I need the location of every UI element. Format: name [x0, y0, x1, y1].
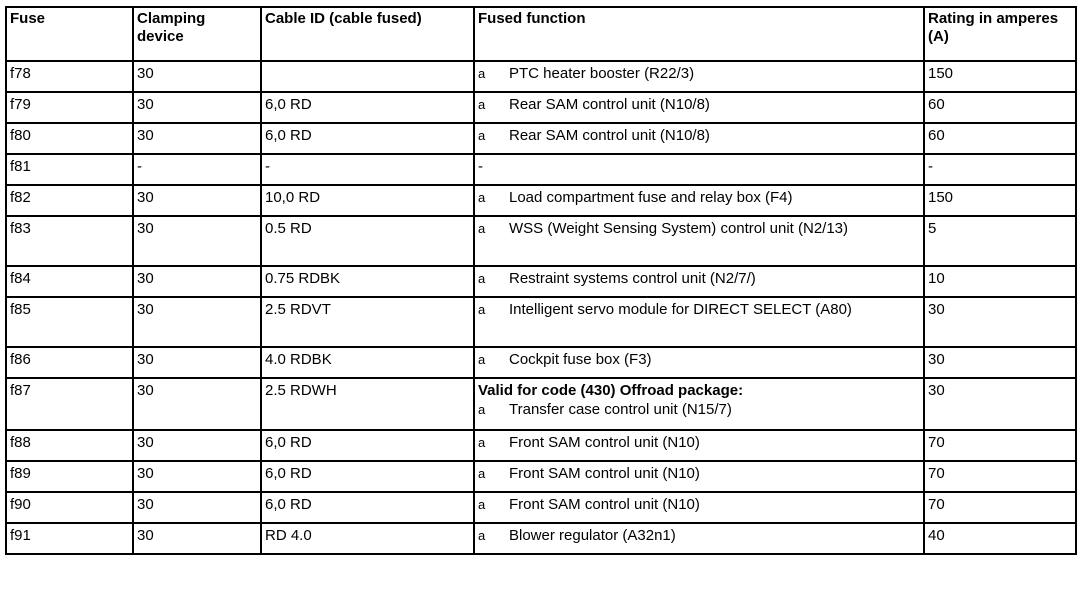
- cell-cable-id: 6,0 RD: [261, 461, 474, 492]
- table-row: [6, 347, 1076, 378]
- function-line: [478, 400, 919, 419]
- cell-clamping-device: 30: [133, 492, 261, 523]
- cell-cable-id: RD 4.0: [261, 523, 474, 554]
- bullet-marker: a: [478, 497, 486, 512]
- function-text: Front SAM control unit (N10): [509, 434, 700, 451]
- function-text: Rear SAM control unit (N10/8): [509, 96, 710, 113]
- cell-rating: 10: [924, 266, 1076, 297]
- bullet-marker: a: [478, 97, 486, 112]
- cell-clamping-device: 30: [133, 297, 261, 347]
- table-row: [6, 378, 1076, 430]
- bullet-marker: a: [478, 528, 486, 543]
- cell-cable-id: 6,0 RD: [261, 430, 474, 461]
- function-text: Blower regulator (A32n1): [509, 527, 676, 544]
- bullet-marker: a: [478, 66, 486, 81]
- cell-rating: 60: [924, 123, 1076, 154]
- function-line: [478, 433, 919, 452]
- cell-clamping-device: 30: [133, 61, 261, 92]
- cell-fused-function: [474, 92, 924, 123]
- cell-fused-function: [474, 347, 924, 378]
- cell-fused-function: [474, 378, 924, 430]
- function-line: [478, 157, 919, 176]
- bullet-marker: a: [478, 352, 486, 367]
- table-row: [6, 266, 1076, 297]
- cell-rating: 70: [924, 461, 1076, 492]
- cell-fuse: f78: [6, 61, 133, 92]
- table-row: [6, 61, 1076, 92]
- cell-rating: -: [924, 154, 1076, 185]
- cell-cable-id: 6,0 RD: [261, 92, 474, 123]
- fuse-table: [5, 6, 1077, 555]
- cell-cable-id: 10,0 RD: [261, 185, 474, 216]
- function-text: Front SAM control unit (N10): [509, 465, 700, 482]
- function-text: Load compartment fuse and relay box (F4): [509, 189, 793, 206]
- function-line: [478, 95, 919, 114]
- function-line: [478, 269, 919, 288]
- function-text: WSS (Weight Sensing System) control unit (N2/13): [509, 220, 849, 237]
- function-text: PTC heater booster (R22/3): [509, 65, 695, 82]
- function-line: [478, 495, 919, 514]
- header-fuse: Fuse: [6, 7, 133, 61]
- cell-fuse: f82: [6, 185, 133, 216]
- bullet-marker: a: [478, 128, 486, 143]
- bullet-marker: a: [478, 190, 486, 205]
- cell-fuse: f79: [6, 92, 133, 123]
- function-line: [478, 350, 919, 369]
- cell-fused-function: [474, 61, 924, 92]
- header-clamping-device: Clamping device: [133, 7, 261, 61]
- table-body: [6, 61, 1076, 554]
- function-text: Restraint systems control unit (N2/7/): [509, 270, 756, 287]
- table-row: [6, 492, 1076, 523]
- function-line: [478, 526, 919, 545]
- cell-fuse: f86: [6, 347, 133, 378]
- table-row: [6, 185, 1076, 216]
- header-rating: Rating in amperes (A): [924, 7, 1076, 61]
- bullet-marker: a: [478, 402, 486, 417]
- table-row: [6, 461, 1076, 492]
- cell-fused-function: [474, 266, 924, 297]
- function-text: Cockpit fuse box (F3): [509, 351, 652, 368]
- bullet-marker: a: [478, 271, 486, 286]
- cell-rating: 70: [924, 492, 1076, 523]
- cell-fused-function: [474, 123, 924, 154]
- table-row: [6, 92, 1076, 123]
- cell-clamping-device: 30: [133, 523, 261, 554]
- validity-note: Valid for code (430) Offroad package:: [478, 382, 744, 399]
- cell-cable-id: -: [261, 154, 474, 185]
- cell-fuse: f88: [6, 430, 133, 461]
- cell-fused-function: [474, 185, 924, 216]
- cell-fused-function: [474, 154, 924, 185]
- cell-fuse: f91: [6, 523, 133, 554]
- cell-clamping-device: 30: [133, 92, 261, 123]
- function-text: Intelligent servo module for DIRECT SELECT (A80): [509, 301, 852, 318]
- function-text: Transfer case control unit (N15/7): [509, 401, 732, 418]
- cell-clamping-device: 30: [133, 347, 261, 378]
- cell-clamping-device: 30: [133, 185, 261, 216]
- cell-cable-id: 2.5 RDWH: [261, 378, 474, 430]
- cell-fuse: f84: [6, 266, 133, 297]
- table-row: [6, 216, 1076, 266]
- function-text: Rear SAM control unit (N10/8): [509, 127, 710, 144]
- cell-rating: 150: [924, 61, 1076, 92]
- table-row: [6, 154, 1076, 185]
- cell-fused-function: [474, 461, 924, 492]
- bullet-marker: a: [478, 466, 486, 481]
- cell-fuse: f81: [6, 154, 133, 185]
- cell-cable-id: 4.0 RDBK: [261, 347, 474, 378]
- cell-fuse: f90: [6, 492, 133, 523]
- cell-clamping-device: 30: [133, 123, 261, 154]
- cell-clamping-device: 30: [133, 378, 261, 430]
- table-row: [6, 430, 1076, 461]
- cell-cable-id: 0.5 RD: [261, 216, 474, 266]
- cell-rating: 40: [924, 523, 1076, 554]
- table-row: [6, 523, 1076, 554]
- cell-clamping-device: 30: [133, 461, 261, 492]
- cell-clamping-device: 30: [133, 266, 261, 297]
- function-line: [478, 188, 919, 207]
- function-line: [478, 464, 919, 483]
- cell-fuse: f89: [6, 461, 133, 492]
- table-row: [6, 123, 1076, 154]
- cell-fuse: f85: [6, 297, 133, 347]
- cell-rating: 30: [924, 378, 1076, 430]
- table-row: [6, 297, 1076, 347]
- cell-fuse: f80: [6, 123, 133, 154]
- cell-fuse: f83: [6, 216, 133, 266]
- header-fused-function: Fused function: [474, 7, 924, 61]
- cell-rating: 60: [924, 92, 1076, 123]
- bullet-marker: a: [478, 302, 486, 317]
- cell-fused-function: [474, 297, 924, 347]
- bullet-marker: a: [478, 221, 486, 236]
- header-cable-id: Cable ID (cable fused): [261, 7, 474, 61]
- cell-rating: 30: [924, 347, 1076, 378]
- cell-fused-function: [474, 430, 924, 461]
- function-text: Front SAM control unit (N10): [509, 496, 700, 513]
- cell-clamping-device: 30: [133, 430, 261, 461]
- cell-rating: 150: [924, 185, 1076, 216]
- function-line: [478, 300, 919, 319]
- cell-rating: 70: [924, 430, 1076, 461]
- cell-cable-id: 0.75 RDBK: [261, 266, 474, 297]
- cell-clamping-device: 30: [133, 216, 261, 266]
- function-line: [478, 126, 919, 145]
- function-text: -: [478, 158, 483, 175]
- cell-cable-id: 6,0 RD: [261, 123, 474, 154]
- cell-fused-function: [474, 523, 924, 554]
- cell-fused-function: [474, 216, 924, 266]
- function-line: [478, 64, 919, 83]
- cell-cable-id: 6,0 RD: [261, 492, 474, 523]
- function-line: [478, 219, 919, 238]
- header-row: [6, 7, 1076, 61]
- cell-cable-id: [261, 61, 474, 92]
- cell-fuse: f87: [6, 378, 133, 430]
- cell-fused-function: [474, 492, 924, 523]
- table-header: [6, 7, 1076, 61]
- cell-clamping-device: -: [133, 154, 261, 185]
- bullet-marker: a: [478, 435, 486, 450]
- cell-rating: 5: [924, 216, 1076, 266]
- cell-rating: 30: [924, 297, 1076, 347]
- cell-cable-id: 2.5 RDVT: [261, 297, 474, 347]
